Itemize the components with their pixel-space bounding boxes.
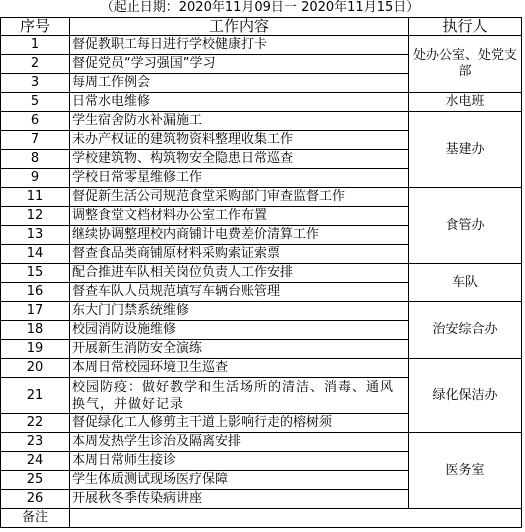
table-row xyxy=(1,188,522,207)
row-task: 学生宿舍防水补漏施工 xyxy=(70,112,409,131)
row-number: 22 xyxy=(1,414,70,433)
remark-value xyxy=(70,509,522,528)
row-number: 15 xyxy=(1,264,70,283)
row-number: 25 xyxy=(1,471,70,490)
date-range-subtitle: （起止日期：2020年11月09日一 2020年11月15日） xyxy=(100,0,420,15)
department-cell: 基建办 xyxy=(409,112,522,188)
table-row xyxy=(1,433,522,452)
remark-row xyxy=(1,509,522,528)
row-number: 7 xyxy=(1,131,70,150)
row-number: 13 xyxy=(1,226,70,245)
row-number: 26 xyxy=(1,490,70,509)
table-row xyxy=(1,36,522,55)
row-task: 校园防疫：做好教学和生活场所的清洁、消毒、通风换气，并做好记录 xyxy=(70,378,409,414)
row-number: 12 xyxy=(1,207,70,226)
table-row xyxy=(1,302,522,321)
row-number: 3 xyxy=(1,74,70,93)
row-number: 11 xyxy=(1,188,70,207)
department-cell: 车队 xyxy=(409,264,522,302)
row-task: 开展秋冬季传染病讲座 xyxy=(70,490,409,509)
row-number: 24 xyxy=(1,452,70,471)
remark-label: 备注 xyxy=(1,509,70,528)
row-number: 21 xyxy=(1,378,70,414)
row-task: 开展新生消防安全演练 xyxy=(70,340,409,359)
department-cell: 水电班 xyxy=(409,93,522,112)
header-task: 工作内容 xyxy=(70,18,409,36)
row-task: 本周发热学生诊治及隔离安排 xyxy=(70,433,409,452)
row-task: 未办产权证的建筑物资料整理收集工作 xyxy=(70,131,409,150)
row-task: 日常水电维修 xyxy=(70,93,409,112)
table-header-row xyxy=(1,18,522,36)
row-task: 督促绿化工人修剪主干道上影响行走的榕树须 xyxy=(70,414,409,433)
weekly-work-table xyxy=(0,17,522,528)
table-row xyxy=(1,93,522,112)
row-task: 校园消防设施维修 xyxy=(70,321,409,340)
row-task: 督查车队人员规范填写车辆台账管理 xyxy=(70,283,409,302)
department-cell: 治安综合办 xyxy=(409,302,522,359)
row-number: 9 xyxy=(1,169,70,188)
row-task: 学校日常零星维修工作 xyxy=(70,169,409,188)
row-task: 本周日常师生接诊 xyxy=(70,452,409,471)
table-row xyxy=(1,112,522,131)
row-number: 23 xyxy=(1,433,70,452)
department-cell: 处办公室、处党支部 xyxy=(409,36,522,93)
row-number: 18 xyxy=(1,321,70,340)
row-number: 17 xyxy=(1,302,70,321)
row-task: 配合推进车队相关岗位负责人工作安排 xyxy=(70,264,409,283)
row-number: 16 xyxy=(1,283,70,302)
row-task: 督促党员“学习强国”学习 xyxy=(70,55,409,74)
row-number: 8 xyxy=(1,150,70,169)
row-task: 督查食品类商铺原材料采购索证索票 xyxy=(70,245,409,264)
row-task: 每周工作例会 xyxy=(70,74,409,93)
row-number: 19 xyxy=(1,340,70,359)
header-executor: 执行人 xyxy=(409,18,522,36)
table-row xyxy=(1,264,522,283)
row-task: 学生体质测试现场医疗保障 xyxy=(70,471,409,490)
row-number: 6 xyxy=(1,112,70,131)
row-number: 1 xyxy=(1,36,70,55)
row-number: 14 xyxy=(1,245,70,264)
row-task: 督促新生活公司规范食堂采购部门审查监督工作 xyxy=(70,188,409,207)
row-number: 20 xyxy=(1,359,70,378)
table-row xyxy=(1,359,522,378)
row-task: 东大门门禁系统维修 xyxy=(70,302,409,321)
department-cell: 绿化保洁办 xyxy=(409,359,522,433)
department-cell: 医务室 xyxy=(409,433,522,509)
row-task: 督促教职工每日进行学校健康打卡 xyxy=(70,36,409,55)
row-number: 2 xyxy=(1,55,70,74)
row-task: 继续协调整理校内商铺计电费差价清算工作 xyxy=(70,226,409,245)
row-task: 本周日常校园环境卫生巡查 xyxy=(70,359,409,378)
row-task: 调整食堂文档材料办公室工作布置 xyxy=(70,207,409,226)
row-number: 5 xyxy=(1,93,70,112)
department-cell: 食管办 xyxy=(409,188,522,264)
row-task: 学校建筑物、构筑物安全隐患日常巡查 xyxy=(70,150,409,169)
header-number: 序号 xyxy=(1,18,70,36)
